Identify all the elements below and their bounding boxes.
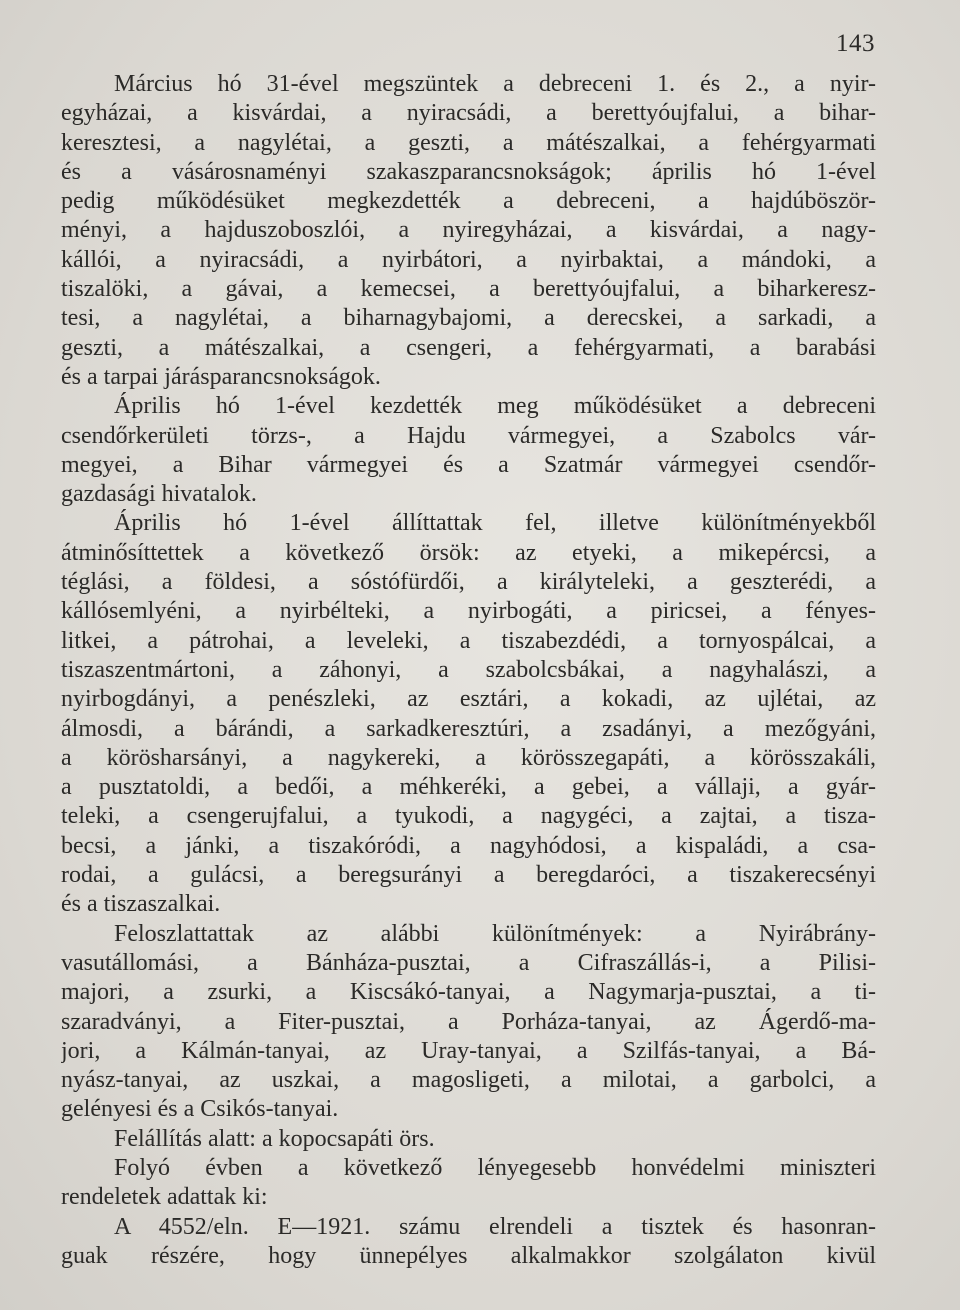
text-line: csendőrkerületi törzs-, a Hajdu vármegyei, a Szabolcs vár-: [61, 422, 876, 449]
text-line: pedig működésüket megkezdették a debreceni, a hajdúböször-: [61, 188, 876, 215]
text-line: teleki, a csengerujfalui, a tyukodi, a nagygéci, a zajtai, a tisza-: [61, 803, 876, 830]
text-line: tesi, a nagylétai, a biharnagybajomi, a derecskei, a sarkadi, a: [61, 305, 876, 332]
text-line: Feloszlattattak az alábbi különítmények: a Nyirábrány-: [114, 920, 876, 947]
text-line: és a tarpai járásparancsnokságok.: [61, 363, 381, 390]
text-line: jori, a Kálmán-tanyai, az Uray-tanyai, a Szilfás-tanyai, a Bá-: [61, 1037, 876, 1064]
text-line: litkei, a pátrohai, a leveleki, a tiszabezdédi, a tornyospálcai, a: [61, 627, 876, 654]
text-line: álmosdi, a bárándi, a sarkadkeresztúri, a zsadányi, a mezőgyáni,: [61, 715, 876, 742]
text-line: rodai, a gulácsi, a beregsurányi a beregdaróci, a tiszakerecsényi: [61, 862, 876, 889]
text-line: kállói, a nyiracsádi, a nyirbátori, a nyirbaktai, a mándoki, a: [61, 246, 876, 273]
text-line: vasutállomási, a Bánháza-pusztai, a Cifraszállás-i, a Pilisi-: [61, 949, 876, 976]
text-line: Felállítás alatt: a kopocsapáti örs.: [114, 1125, 435, 1152]
text-line: Április hó 1-ével kezdették meg működésüket a debreceni: [114, 393, 876, 420]
text-line: egyházai, a kisvárdai, a nyiracsádi, a berettyóujfalui, a bihar-: [61, 100, 876, 127]
body-text: [61, 70, 876, 1271]
text-line: Folyó évben a következő lényegesebb honvédelmi miniszteri: [114, 1154, 876, 1181]
text-line: a pusztatoldi, a bedői, a méhkeréki, a gebei, a vállaji, a gyár-: [61, 774, 876, 801]
text-line: tiszaszentmártoni, a záhonyi, a szabolcsbákai, a nagyhalászi, a: [61, 656, 876, 683]
text-line: nyirbogdányi, a penészleki, az esztári, a kokadi, az ujlétai, az: [61, 686, 876, 713]
text-line: gazdasági hivatalok.: [61, 481, 257, 508]
text-line: tiszalöki, a gávai, a kemecsei, a berettyóujfalui, a biharkeresz-: [61, 276, 876, 303]
text-line: Március hó 31-ével megszüntek a debreceni 1. és 2., a nyir-: [114, 71, 876, 97]
text-line: téglási, a földesi, a sóstófürdői, a királyteleki, a geszterédi, a: [61, 569, 876, 596]
text-line: megyei, a Bihar vármegyei és a Szatmár vármegyei csendőr-: [61, 451, 876, 478]
text-line: nyász-tanyai, az uszkai, a magosligeti, a milotai, a garbolci, a: [61, 1067, 876, 1094]
text-line: és a tiszaszalkai.: [61, 891, 221, 918]
text-line: átminősíttettek a következő örsök: az etyeki, a mikepércsi, a: [61, 539, 876, 566]
text-line: majori, a zsurki, a Kiscsákó-tanyai, a Nagymarja-pusztai, a ti-: [61, 979, 876, 1006]
text-line: Április hó 1-ével állíttattak fel, illetve különítményekből: [114, 510, 876, 537]
text-line: szaradványi, a Fiter-pusztai, a Porháza-tanyai, az Ágerdő-ma-: [61, 1008, 876, 1035]
text-line: guak részére, hogy ünnepélyes alkalmakkor szolgálaton kivül: [61, 1242, 876, 1269]
text-line: kállósemlyéni, a nyirbélteki, a nyirbogáti, a piricsei, a fényes-: [61, 598, 876, 625]
page-number: 143: [836, 30, 875, 57]
text-line: becsi, a jánki, a tiszakóródi, a nagyhódosi, a kispaládi, a csa-: [61, 832, 876, 859]
text-line: rendeletek adattak ki:: [61, 1184, 268, 1211]
text-line: gelényesi és a Csikós-tanyai.: [61, 1096, 339, 1123]
text-line: A 4552/eln. E—1921. számu elrendeli a tisztek és hasonran-: [114, 1213, 876, 1240]
text-line: keresztesi, a nagylétai, a geszti, a mátészalkai, a fehérgyarmati: [61, 129, 876, 156]
text-line: geszti, a mátészalkai, a csengeri, a fehérgyarmati, a barabási: [61, 334, 876, 361]
text-line: a körösharsányi, a nagykereki, a körösszegapáti, a körösszakáli,: [61, 744, 876, 771]
text-line: és a vásárosnaményi szakaszparancsnokságok; április hó 1-ével: [61, 158, 876, 185]
text-line: ményi, a hajduszoboszlói, a nyiregyházai, a kisvárdai, a nagy-: [61, 217, 876, 244]
